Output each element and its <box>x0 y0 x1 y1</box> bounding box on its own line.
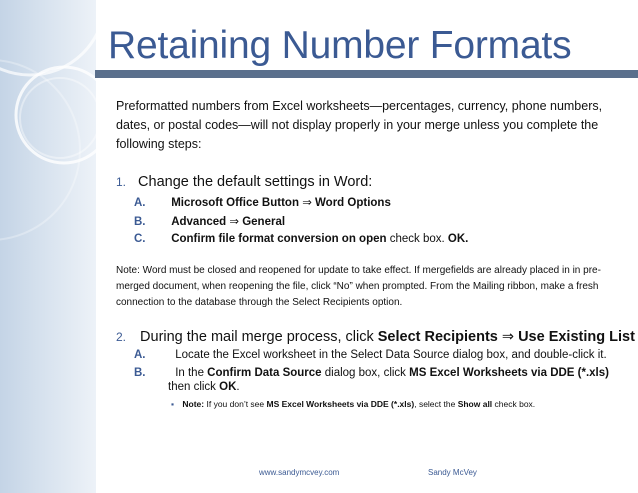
intro-paragraph: Preformatted numbers from Excel worksheets—percentages, currency, phone numbers, dates, or postal codes—will not display properly in your merge unless you complete the following steps: <box>116 99 603 151</box>
sub-note: ▪ Note: If you don’t see MS Excel Worksheets via DDE (*.xls), select the Show all check box. <box>171 399 536 409</box>
arrow-icon: ⇒ <box>302 197 312 209</box>
step-number: 2. <box>116 330 127 344</box>
arrow-icon: ⇒ <box>229 216 240 228</box>
step-2-item-a: A. Locate the Excel worksheet in the Select Data Source dialog box, and double-click it. <box>134 349 607 361</box>
decorative-side-band <box>0 0 96 493</box>
arrow-icon: ⇒ <box>501 329 515 345</box>
step-2: 2. During the mail merge process, click Select Recipients ⇒ Use Existing List <box>116 329 635 345</box>
step-text: Change the default settings in Word: <box>138 174 373 190</box>
step-2-item-b: B. In the Confirm Data Source dialog box, click MS Excel Worksheets via DDE (*.xls) <box>134 367 609 379</box>
step-number: 1. <box>116 175 127 189</box>
bullet-icon: ▪ <box>171 399 175 409</box>
footer-author: Sandy McVey <box>428 468 477 477</box>
step-2-item-b-continued: then click OK. <box>168 381 240 393</box>
title-underline-bar <box>95 70 638 78</box>
step-1-item-b: B. Advanced ⇒ General <box>134 216 286 228</box>
footer-url: www.sandymcvey.com <box>259 468 340 477</box>
note-paragraph: Note: Word must be closed and reopened for update to take effect. If mergefields are already placed in in pre-merged document, when reopening the file, click “No” when prompted. From the Mailing ribbon, make a fresh connection to the database through the Select Recipients option. <box>116 265 601 308</box>
slide-title: Retaining Number Formats <box>108 24 572 67</box>
step-1-item-a: A. Microsoft Office Button ⇒ Word Options <box>134 197 391 209</box>
decorative-circles <box>0 0 96 493</box>
step-1-item-c: C. Confirm file format conversion on open check box. OK. <box>134 233 469 245</box>
step-1 <box>116 174 372 190</box>
